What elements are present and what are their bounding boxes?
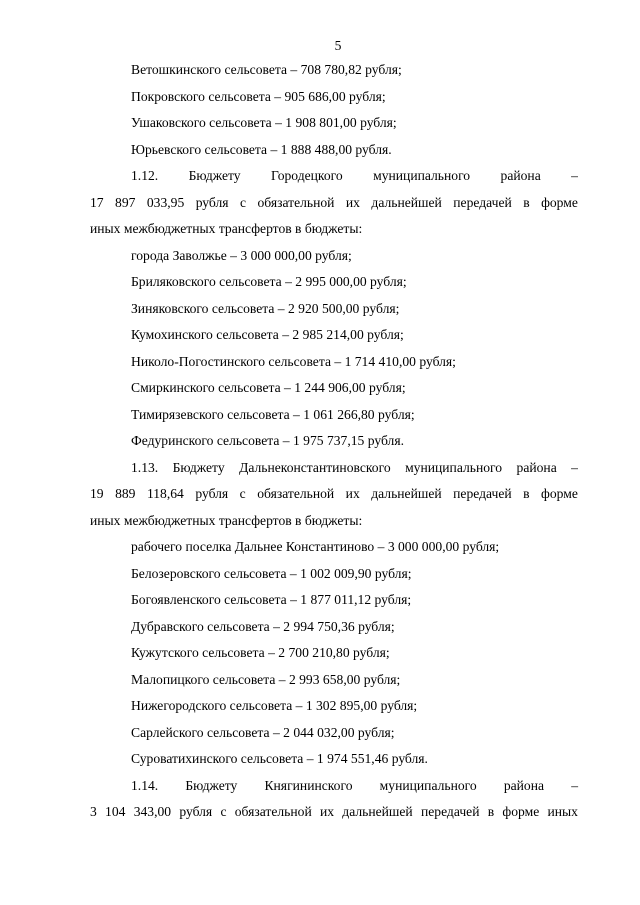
text-line: города Заволжье – 3 000 000,00 рубля;	[131, 247, 352, 263]
word: Бюджету	[185, 777, 238, 793]
word: –	[571, 459, 578, 475]
word: передачей	[420, 804, 480, 819]
word: Княгининского	[264, 777, 353, 793]
word: с	[220, 804, 227, 819]
word: Дальнеконстантиновского	[239, 459, 391, 475]
text-line: Ветошкинского сельсовета – 708 780,82 рубля;	[131, 62, 402, 77]
word: Бюджету	[172, 459, 225, 475]
text-line: Сарлейского сельсовета – 2 044 032,00 рубля;	[131, 724, 395, 740]
word: –	[571, 777, 578, 793]
text-line	[90, 460, 578, 487]
word: 1.14.	[131, 777, 159, 793]
word: их	[345, 486, 360, 501]
text-line: Нижегородского сельсовета – 1 302 895,00 рубля;	[131, 698, 418, 713]
text-line	[90, 168, 578, 195]
word: форме	[541, 486, 578, 501]
text-line: Федуринского сельсовета – 1 975 737,15 рубля.	[131, 433, 404, 448]
word: 1.12.	[131, 168, 159, 183]
word: 118,64	[146, 486, 184, 501]
word: района	[500, 168, 541, 183]
text-line	[90, 778, 578, 805]
word: обязательной	[257, 486, 335, 501]
text-line: Смиркинского сельсовета – 1 244 906,00 рубля;	[131, 380, 406, 395]
text-line: Зиняковского сельсовета – 2 920 500,00 рубля;	[131, 300, 400, 316]
text-line: Малопицкого сельсовета – 2 993 658,00 рубля;	[131, 671, 401, 687]
text-line: Дубравского сельсовета – 2 994 750,36 рубля;	[131, 618, 395, 634]
word: –	[571, 168, 578, 183]
text-line: Богоявленского сельсовета – 1 877 011,12 рубля;	[131, 592, 412, 607]
word: их	[345, 194, 360, 210]
text-line: Тимирязевского сельсовета – 1 061 266,80 рубля;	[131, 406, 415, 422]
word: их	[319, 804, 335, 819]
word: в	[523, 486, 530, 501]
word: обязательной	[234, 804, 312, 819]
text-line: Бриляковского сельсовета – 2 995 000,00 рубля;	[131, 274, 407, 289]
text-line: Кужутского сельсовета – 2 700 210,80 рубля;	[131, 645, 390, 660]
word: форме	[541, 194, 578, 210]
text-line: Кумохинского сельсовета – 2 985 214,00 рубля;	[131, 327, 404, 342]
word: муниципального	[405, 459, 503, 475]
text-line: Николо-Погостинского сельсовета – 1 714 410,00 рубля;	[131, 353, 456, 369]
text-line: Белозеровского сельсовета – 1 002 009,90 рубля;	[131, 565, 412, 581]
word: 104	[105, 804, 126, 819]
word: с	[239, 194, 247, 210]
text-line: Покровского сельсовета – 905 686,00 рубля;	[131, 88, 386, 104]
word: 1.13.	[131, 459, 159, 475]
word: дальнейшей	[371, 486, 442, 501]
word: муниципального	[373, 168, 471, 183]
word: иных	[547, 804, 578, 819]
word: дальнейшей	[371, 194, 442, 210]
word: муниципального	[379, 777, 477, 793]
text-line: Ушаковского сельсовета – 1 908 801,00 рубля;	[131, 115, 397, 130]
text-line	[90, 486, 578, 513]
word: 897	[115, 194, 136, 210]
word: в	[523, 194, 530, 210]
word: в	[487, 804, 495, 819]
word: Городецкого	[271, 168, 343, 183]
text-line	[90, 195, 578, 222]
text-line: иных межбюджетных трансфертов в бюджеты:	[90, 221, 363, 236]
word: 3	[90, 804, 97, 819]
word: 889	[115, 486, 136, 501]
word: рубля	[195, 486, 229, 501]
text-line: иных межбюджетных трансфертов в бюджеты:	[90, 512, 363, 528]
document-body	[90, 62, 578, 831]
text-line: Суроватихинского сельсовета – 1 974 551,46 рубля.	[131, 751, 428, 766]
word: рубля	[179, 804, 213, 819]
word: Бюджету	[188, 168, 241, 183]
word: 17	[90, 194, 104, 210]
page-number: 5	[334, 38, 342, 53]
word: с	[239, 486, 246, 501]
word: рубля	[195, 194, 229, 210]
word: передачей	[453, 486, 512, 501]
word: 343,00	[133, 804, 172, 819]
text-line: рабочего поселка Дальнее Константиново – 3 000 000,00 рубля;	[131, 539, 500, 554]
word: района	[503, 777, 545, 793]
word: 19	[90, 486, 104, 501]
word: района	[516, 459, 557, 475]
text-line: Юрьевского сельсовета – 1 888 488,00 рубля.	[131, 141, 392, 157]
word: обязательной	[257, 194, 335, 210]
word: 033,95	[146, 194, 185, 210]
word: дальнейшей	[342, 804, 413, 819]
text-line	[90, 804, 578, 831]
word: форме	[502, 804, 540, 819]
word: передачей	[453, 194, 512, 210]
